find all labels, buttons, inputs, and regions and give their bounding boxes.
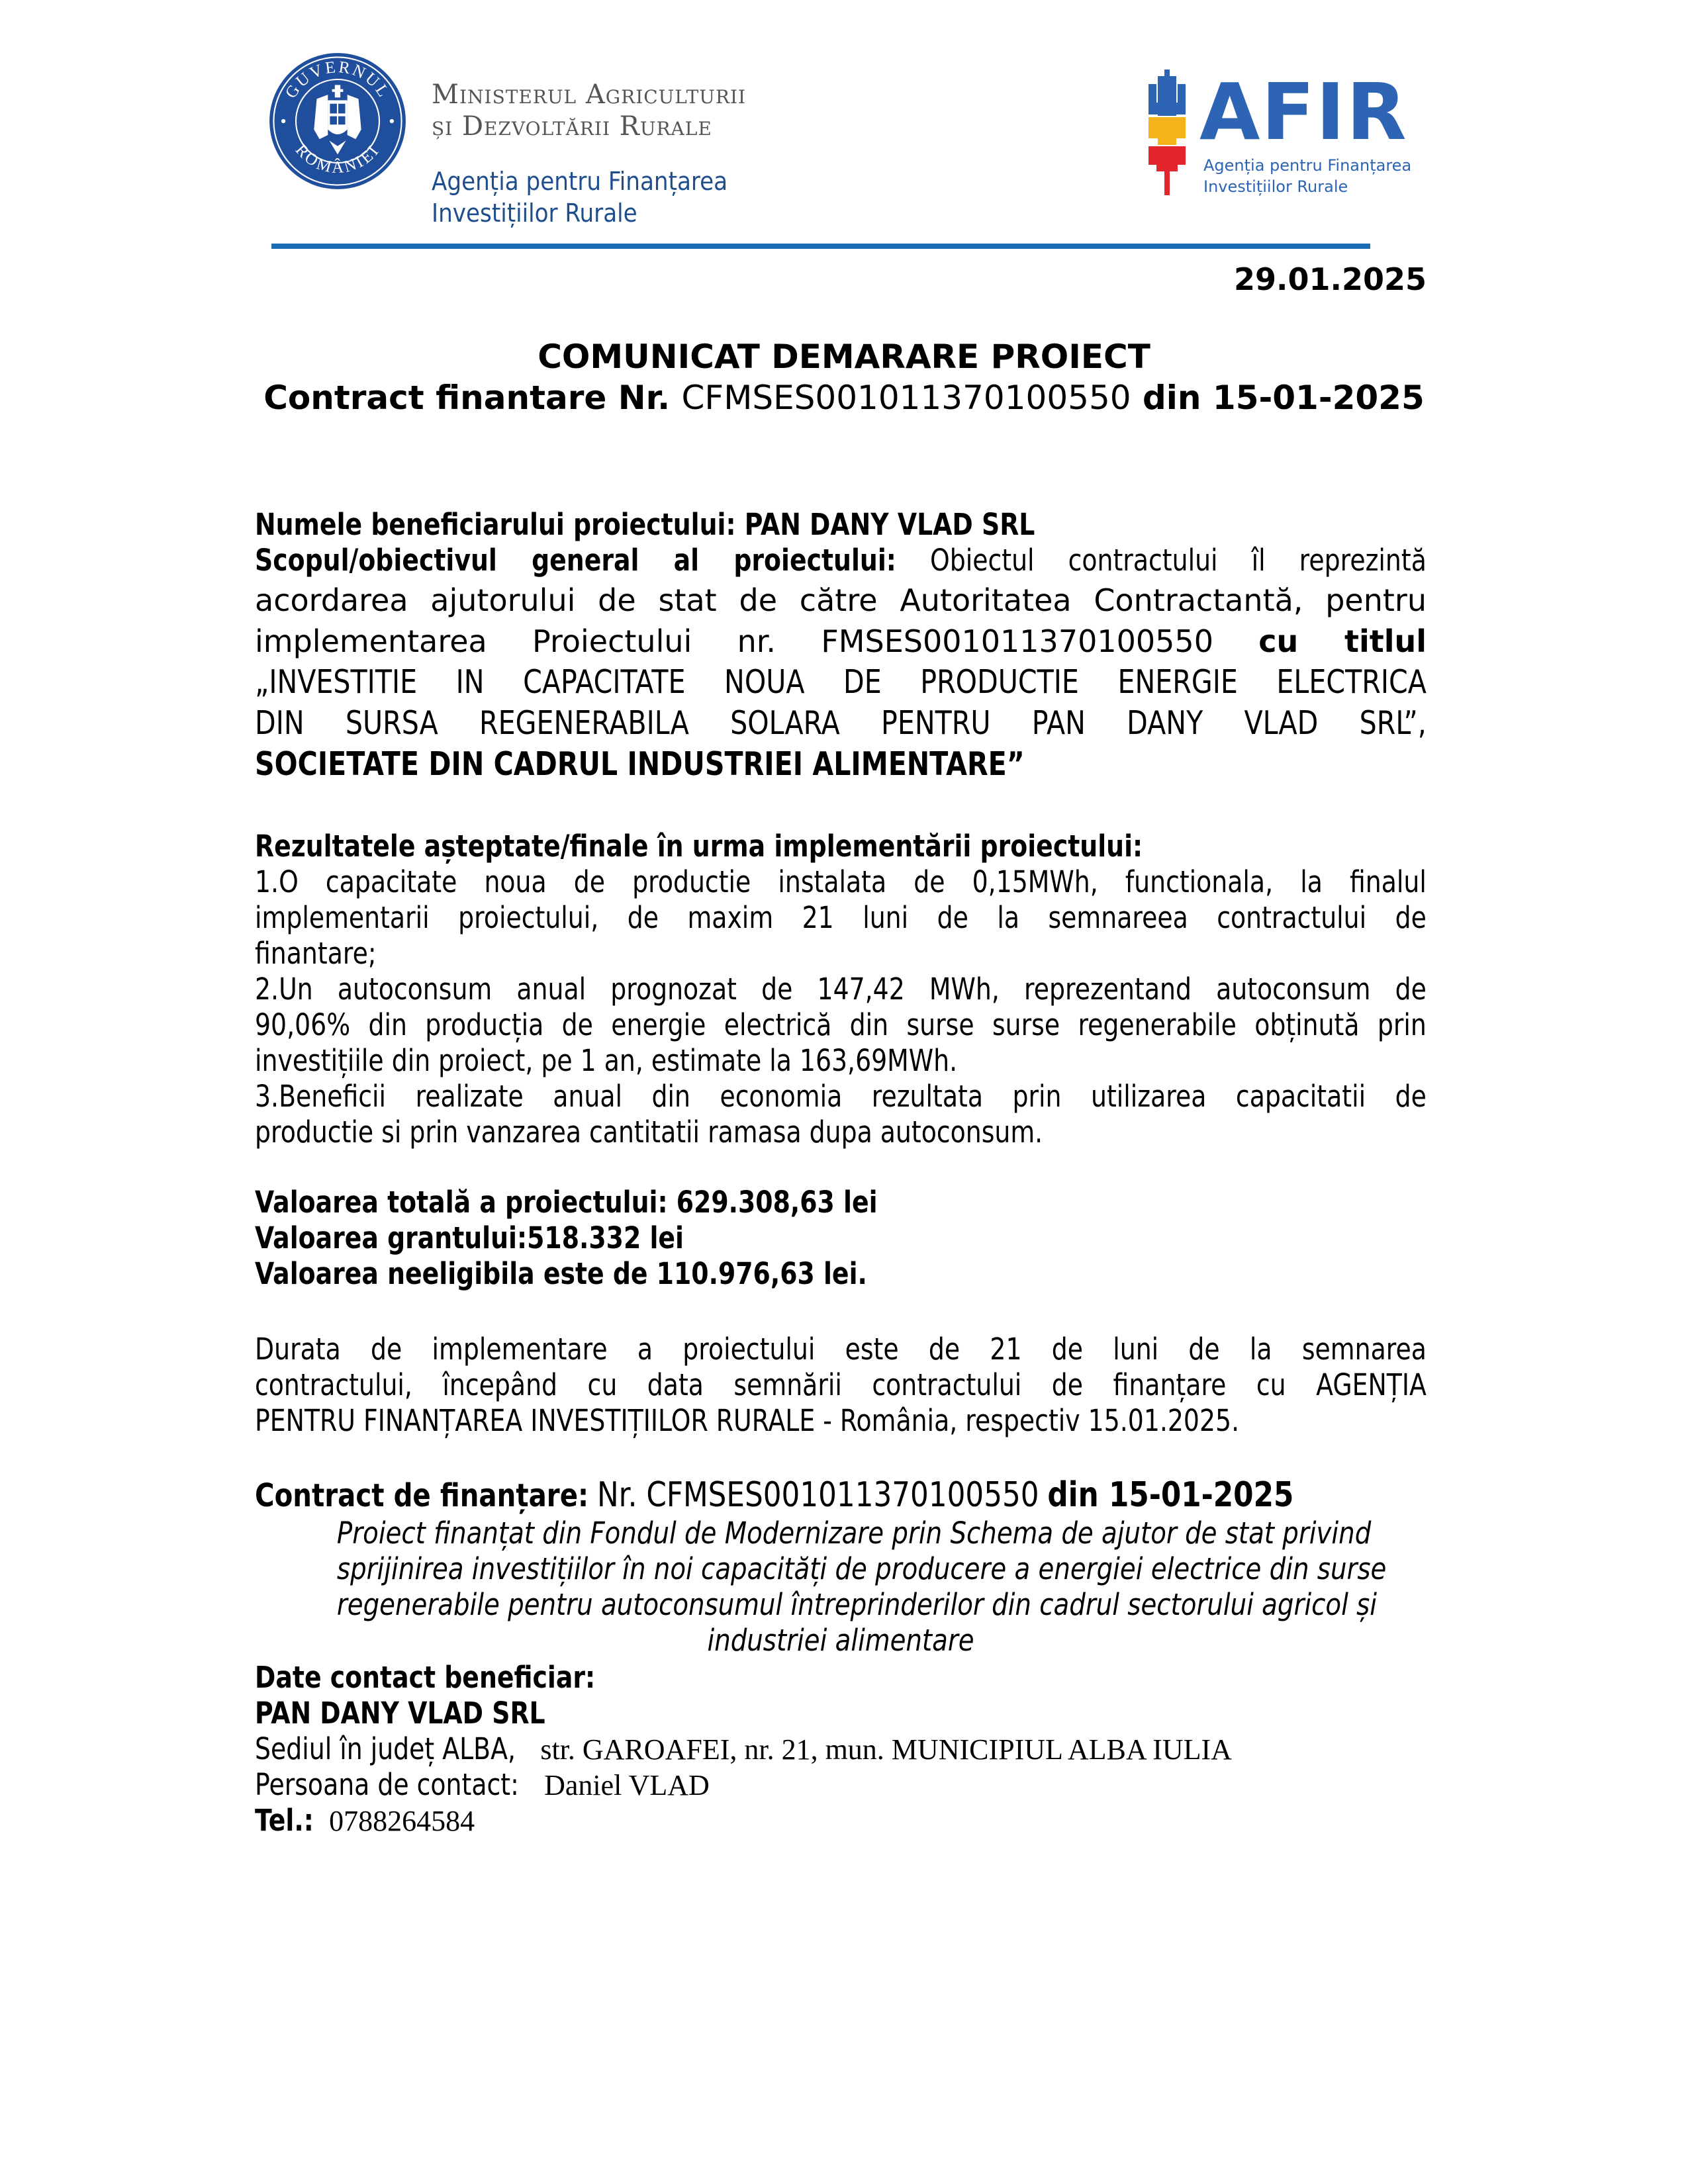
duration-line-2: contractului, începând cu data semnării contractului de finanțare cu AGENȚIA	[255, 1367, 1427, 1402]
funding-line-1: Proiect finanțat din Fondul de Modernizare prin Schema de ajutor de stat privind	[336, 1516, 1372, 1551]
scope-line-3	[255, 623, 1427, 659]
funding-note	[255, 1516, 1427, 1659]
scope-title-intro: cu titlul	[1258, 623, 1427, 659]
project-title-line-1: „INVESTITIE IN CAPACITATE NOUA DE PRODUCTIE ENERGIE ELECTRICA	[255, 663, 1427, 701]
results-line-6: investițiile din proiect, pe 1 an, estimate la 163,69MWh.	[255, 1043, 958, 1078]
afir-subtitle-line-2: Investițiilor Rurale	[1203, 177, 1348, 196]
document-title: COMUNICAT DEMARARE PROIECT	[538, 338, 1150, 376]
contract-line	[255, 1477, 1427, 1514]
beneficiary-value: PAN DANY VLAD SRL	[744, 507, 1035, 542]
seat-value: str. GAROAFEI, nr. 21, mun. MUNICIPIUL ALBA IULIA	[540, 1733, 1232, 1766]
scope-text-3: implementarea Proiectului nr. FMSES001011370100550	[255, 623, 1213, 659]
phone-value: 0788264584	[329, 1805, 475, 1837]
grant-value: Valoarea grantului:518.332 lei	[255, 1220, 684, 1255]
duration-line-1: Durata de implementare a proiectului este de 21 de luni de la semnarea	[255, 1332, 1427, 1367]
seat-line	[255, 1731, 1232, 1768]
contact-person-label: Persoana de contact:	[255, 1767, 519, 1802]
results-line-1: 1.O capacitate noua de productie instalata de 0,15MWh, functionala, la finalul	[255, 864, 1427, 899]
total-value: Valoarea totală a proiectului: 629.308,63 lei	[255, 1185, 878, 1220]
results-line-8: productie si prin vanzarea cantitatii ramasa dupa autoconsum.	[255, 1115, 1043, 1150]
scope-text-1: Obiectul contractului îl reprezintă	[929, 543, 1427, 578]
funding-line-3: regenerabile pentru autoconsumul întreprinderilor din cadrul sectorului agricol și	[336, 1587, 1378, 1622]
phone-label: Tel.:	[255, 1803, 314, 1838]
beneficiary-line	[255, 507, 1427, 543]
contact-person-line	[255, 1767, 710, 1803]
subtitle-date: din 15-01-2025	[1143, 379, 1425, 417]
ineligible-value: Valoarea neeligibila este de 110.976,63 lei.	[255, 1256, 867, 1291]
funding-line-4: industriei alimentare	[707, 1623, 974, 1658]
scope-label: Scopul/obiectivul general al proiectului:	[255, 543, 896, 578]
results-line-4: 2.Un autoconsum anual prognozat de 147,42 MWh, reprezentand autoconsum de	[255, 972, 1427, 1007]
document-date: 29.01.2025	[1233, 261, 1427, 297]
phone-line	[255, 1803, 475, 1839]
afir-logo-text: AFIR	[1199, 66, 1408, 158]
header-divider	[271, 244, 1370, 249]
seat-label: Sediul în județ ALBA,	[255, 1731, 516, 1766]
duration-line-3: PENTRU FINANȚAREA INVESTIȚIILOR RURALE - România, respectiv 15.01.2025.	[255, 1403, 1240, 1438]
seal-text-bottom: ROMÂNIEI	[291, 141, 384, 177]
funding-line-2: sprijinirea investițiilor în noi capacități de producere a energiei electrice din surse	[336, 1551, 1387, 1586]
contract-date: din 15-01-2025	[1047, 1475, 1294, 1515]
subtitle-contract-number: CFMSES001011370100550	[681, 379, 1131, 417]
agency-name-line-1: Agenția pentru Finanțarea	[432, 167, 728, 196]
scope-line-2: acordarea ajutorului de stat de către Autoritatea Contractantă, pentru	[255, 582, 1427, 618]
contact-company: PAN DANY VLAD SRL	[255, 1696, 545, 1731]
results-label: Rezultatele așteptate/finale în urma implementării proiectului:	[255, 829, 1143, 864]
ministry-name-line-2: și Dezvoltării Rurale	[432, 111, 712, 142]
document-subtitle	[0, 379, 1688, 417]
ministry-name-line-1: Ministerul Agriculturii	[432, 79, 747, 110]
contact-person-value: Daniel VLAD	[544, 1769, 710, 1801]
results-line-7: 3.Beneficii realizate anual din economia rezultata prin utilizarea capacitatii de	[255, 1079, 1427, 1114]
subtitle-prefix: Contract finantare Nr.	[263, 379, 671, 417]
project-title-line-3: SOCIETATE DIN CADRUL INDUSTRIEI ALIMENTARE”	[255, 745, 1025, 783]
agency-name-line-2: Investițiilor Rurale	[432, 199, 637, 228]
contract-number: Nr. CFMSES001011370100550	[596, 1475, 1039, 1515]
afir-subtitle-line-1: Agenția pentru Finanțarea	[1203, 156, 1412, 175]
seal-text-top: GUVERNUL	[281, 58, 394, 102]
project-title-line-2: DIN SURSA REGENERABILA SOLARA PENTRU PAN DANY VLAD SRL”,	[255, 704, 1427, 742]
scope-line-1	[255, 543, 1427, 578]
government-seal-logo	[268, 52, 407, 191]
beneficiary-label: Numele beneficiarului proiectului:	[255, 507, 736, 542]
contact-label: Date contact beneficiar:	[255, 1660, 596, 1695]
results-line-3: finantare;	[255, 936, 377, 971]
results-line-2: implementarii proiectului, de maxim 21 luni de la semnareea contractului de	[255, 900, 1427, 935]
afir-logo-mark-icon	[1149, 69, 1186, 195]
results-line-5: 90,06% din producția de energie electrică din surse surse regenerabile obținută prin	[255, 1007, 1427, 1042]
contract-label: Contract de finanțare:	[255, 1477, 589, 1514]
